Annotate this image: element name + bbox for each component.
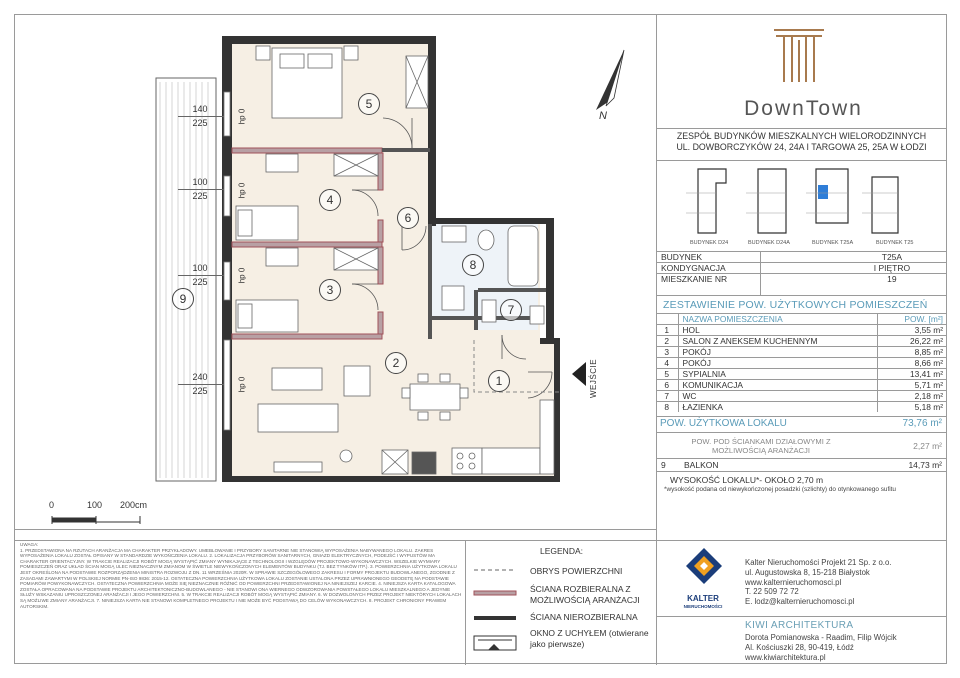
downtown-logo-icon (770, 26, 828, 84)
sill-height-label: hp 0 (237, 108, 247, 125)
kalter-phone: T. 22 509 72 72 (745, 587, 799, 597)
apartment-height-note: *wysokość podana od niewykończonej posadzki (szlichty) do otynkowanego sufitu (664, 486, 896, 493)
info-value: T25A (837, 252, 947, 263)
building-label: BUDYNEK D24 (690, 240, 729, 246)
room-name: ŁAZIENKA (678, 402, 877, 413)
info-label: KONDYGNACJA (656, 263, 837, 274)
project-title (656, 131, 947, 153)
window-dim-top: 100 (192, 177, 208, 187)
window-dim-top: 140 (192, 104, 208, 114)
room-number-6: 6 (397, 207, 419, 229)
selected-apartment-marker (818, 185, 828, 199)
info-row (656, 263, 947, 274)
room-area: 8,85 m² (877, 347, 947, 358)
room-name: HOL (678, 325, 877, 336)
sheet-divider-logo (656, 128, 947, 129)
balcony-number: 9 (661, 460, 666, 470)
total-area-label: POW. UŻYTKOWA LOKALU (660, 418, 787, 429)
apartment-info-table (656, 251, 947, 285)
notes-block (20, 542, 463, 609)
kalter-logo-icon (684, 546, 724, 592)
room-n: 8 (656, 402, 678, 413)
window-dim-bottom: 225 (192, 277, 208, 287)
table-row (656, 402, 947, 413)
room-area: 3,55 m² (877, 325, 947, 336)
room-n: 1 (656, 325, 678, 336)
room-number-7: 7 (500, 299, 522, 321)
room-number-4: 4 (319, 189, 341, 211)
north-label: N (599, 110, 607, 122)
sill-height-label: hp 0 (237, 376, 247, 393)
table-row (656, 391, 947, 402)
info-label: MIESZKANIE NR (656, 274, 837, 285)
summary-title: ZESTAWIENIE POW. UŻYTKOWYCH POMIESZCZEŃ (663, 299, 928, 311)
balcony-label: BALKON (684, 460, 719, 470)
kalter-contact (745, 558, 891, 607)
room-n: 2 (656, 336, 678, 347)
dim-line (178, 189, 224, 190)
room-name: SALON Z ANEKSEM KUCHENNYM (678, 336, 877, 347)
dim-line (178, 116, 224, 117)
room-name: POKÓJ (678, 347, 877, 358)
room-n: 5 (656, 369, 678, 380)
sheet-divider-title (656, 160, 947, 161)
notes-text: 1. PRZEDSTAWIONA NA RZUTACH ARANŻACJA MA CHARAKTER PRZYKŁADOWY. UMEBLOWANIE I PRZYBORY SANITARNE NIE STANOWIĄ WYPOSAŻENIA NABYWANEGO LOKALU. ZAKRES WYPOSAŻENIA LOKALU ZOSTAŁ OPISANY W STANDARDZIE WYKOŃCZENIA LOKALU. 2. LOKALIZACJA PRZYBORÓW SANITARNYCH, GNIAZD ELEKTRYCZNYCH, PODEJŚĆ I WYPUSTÓW MA CHARAKTER ORIENTACYJNY. W TRAKCIE REALIZACJI ROBÓT MOGĄ WYSTĄPIĆ ZMIANY WYNIKAJĄCE Z TECHNOLOGII I WZGLĘDÓW PROJEKTOWO-WYKONAWCZYCH. WSZELKIE WYMIARY POMIESZCZEŃ ORAZ UKŁAD ŚCIAN MOGĄ ULEC NIEZNACZNYM ZMIANOM W ŚWIETLE NIEWYKOŃCZONYCH ELEMENTÓW BUDYNKU (TJ. BEZ TYNKÓW ITP.). 3. POWIERZCHNIA UŻYTKOWA LOKALU JEST OKREŚLONA NA PODSTAWIE ROZPORZĄDZENIA MINISTRA ROZWOJU Z DN. 11 WRZEŚNIA 2020R. W SPRAWIE SZCZEGÓŁOWEGO ZAKRESU I FORMY PROJEKTU BUDOWLANEGO, ZGODNIE Z ZASADAMI ZAWARTYMI W POLSKIEJ NORMIE PN-ISO 9836: 2015-12. OSTATECZNA POWIERZCHNIA UŻYTKOWA LOKALU ZOSTANIE USTALONA PRZEZ UPRAWNIONEGO GEODETĘ NA PODSTAWIE POMIARÓW POWYKONAWCZYCH. OSTATECZNA POWIERZCHNIA MOŻE SIĘ NIEZNACZNIE RÓŻNIĆ OD POWIERZCHNI PRZEDSTAWIONEJ NA NINIEJSZEJ KARCIE. 4. NINIEJSZA KARTA KATALOGOWA ZOSTAŁA OPRACOWANA NA PODSTAWIE PROJEKTU ARCHITEKTONICZNO-BUDOWLANEGO - NIE STANOWI ONA WIERNEGO ODWZOROWANIA POWSTAŁEGO LOKALU MIESZKALNEGO A JEDYNIE SŁUŻY WSKAZANIU UPROSZCZONEJ ARANŻACJI I JEGO POWIERZCHNI. 5. W TRAKCIE REALIZACJI ROBÓT MOGĄ WYSTĄPIĆ ZMIANY. 6. W DOZWOLONYCH PRZEZ PROJEKT NIEKTÓRYCH LOKALACH SĄ MOŻLIWE ZMIANY ARANŻACJI. 7. NINIEJSZA KARTA NIE STANOWI KOMPLETNEGO PROJEKTU I NIE MOŻE BYĆ PODSTAWĄ DO CELÓW WYKONAWCZYCH. 8. PROJEKT CHRONIONY PRAWEM AUTORSKIM. (20, 547, 462, 609)
north-arrow (596, 50, 624, 110)
brand-name: DownTown (744, 97, 863, 120)
project-title-line2: UL. DOWBORCZYKÓW 24, 24A I TARGOWA 25, 25A W ŁODZI (676, 142, 927, 152)
rooms-table-header (656, 314, 947, 325)
room-area: 26,22 m² (877, 336, 947, 347)
window-dim-top: 100 (192, 263, 208, 273)
room-number-5: 5 (358, 93, 380, 115)
kiwi-line: Dorota Pomianowska - Raadim, Filip Wójcik (745, 633, 897, 642)
room-name: KOMUNIKACJA (678, 380, 877, 391)
entrance-label: WEJŚCIE (589, 358, 599, 399)
kiwi-website-link[interactable]: www.kiwiarchitektura.pl (745, 652, 826, 662)
notes-heading: UWAGA: (20, 542, 39, 547)
rooms-table (656, 313, 947, 412)
window-dim-bottom: 225 (192, 191, 208, 201)
room-area: 2,18 m² (877, 391, 947, 402)
kalter-name: KALTER (687, 594, 719, 603)
legend-outline-label: OBRYS POWIERZCHNI (530, 566, 623, 576)
table-row (656, 325, 947, 336)
table-row (656, 369, 947, 380)
total-divider (656, 416, 947, 417)
room-number-2: 2 (385, 352, 407, 374)
scale-label-200: 200cm (120, 500, 148, 510)
building-label: BUDYNEK D24A (748, 240, 790, 246)
room-n: 4 (656, 358, 678, 369)
dim-line (178, 384, 224, 385)
legend-symbols (466, 560, 526, 660)
sill-height-label: hp 0 (237, 182, 247, 199)
window-dim-top: 240 (192, 372, 208, 382)
room-area: 13,41 m² (877, 369, 947, 380)
sill-height-label: hp 0 (237, 267, 247, 284)
scale-label-0: 0 (49, 500, 55, 510)
info-value: 19 (837, 274, 947, 285)
entrance-arrow (572, 362, 586, 386)
kalter-line: Kalter Nieruchomości Projekt 21 Sp. z o.o. (745, 558, 892, 567)
info-label: BUDYNEK (656, 252, 837, 263)
scale-label-100: 100 (87, 500, 103, 510)
building-label: BUDYNEK T25 (876, 240, 914, 246)
info-row (656, 274, 947, 285)
window-dim-bottom: 225 (192, 118, 208, 128)
site-key-plan (676, 163, 926, 239)
room-n: 7 (656, 391, 678, 402)
room-name: WC (678, 391, 877, 402)
kalter-line: ul. Augustowska 8, 15-218 Białystok (745, 567, 870, 577)
info-row (656, 252, 947, 263)
kiwi-contact (745, 633, 897, 662)
legend-arrangeable-wall-label: ŚCIANA ROZBIERALNA Z MOŻLIWOŚCIĄ ARANŻACJI (530, 584, 640, 605)
kalter-email-link[interactable]: E. lodz@kalternieruchomosci.pl (745, 597, 855, 607)
info-column-divider (760, 251, 761, 295)
table-row (656, 336, 947, 347)
balcony-divider (656, 458, 947, 459)
project-title-line1: ZESPÓŁ BUDYNKÓW MIESZKALNYCH WIELORODZINNYCH (676, 131, 927, 141)
legend-window-label: OKNO Z UCHYŁEM (otwierane jako pierwsze) (530, 628, 649, 649)
total-area-value: 73,76 m² (902, 418, 942, 429)
sheet-divider-footer (656, 540, 947, 541)
apartment-height: WYSOKOŚĆ LOKALU*- OKOŁO 2,70 m (670, 475, 824, 485)
scale-bar (52, 516, 140, 524)
total-divider (656, 432, 947, 433)
kiwi-title: KIWI ARCHITEKTURA (745, 620, 854, 631)
balcony-value: 14,73 m² (908, 460, 942, 470)
footer-divider (656, 616, 947, 617)
room-n: 6 (656, 380, 678, 391)
room-area: 8,66 m² (877, 358, 947, 369)
kalter-website-link[interactable]: www.kalternieruchomosci.pl (745, 577, 842, 587)
table-row (656, 358, 947, 369)
room-number-8: 8 (462, 254, 484, 276)
room-area: 5,18 m² (877, 402, 947, 413)
room-number-9: 9 (172, 288, 194, 310)
balcony-divider (656, 471, 947, 472)
header-area: POW. [m²] (877, 314, 947, 325)
window-dim-bottom: 225 (192, 386, 208, 396)
legend-fixed-wall-label: ŚCIANA NIEROZBIERALNA (530, 612, 638, 622)
kiwi-line: Al. Kościuszki 28, 90-419, Łódź (745, 642, 854, 652)
building-label: BUDYNEK T25A (812, 240, 854, 246)
info-divider (656, 295, 947, 296)
sheet-divider-notes (14, 540, 656, 541)
under-walls-label: POW. POD ŚCIANKAMI DZIAŁOWYMI Z MOŻLIWOŚCIĄ ARANŻACJI (691, 437, 831, 455)
info-value: I PIĘTRO (837, 263, 947, 274)
legend-title: LEGENDA: (540, 546, 583, 556)
header-name: NAZWA POMIESZCZENIA (678, 314, 877, 325)
dim-line (178, 275, 224, 276)
room-number-1: 1 (488, 370, 510, 392)
table-row (656, 347, 947, 358)
header-number (656, 314, 678, 325)
room-number-3: 3 (319, 279, 341, 301)
table-row (656, 380, 947, 391)
kalter-subtitle: NIERUCHOMOŚCI (683, 604, 723, 609)
room-n: 3 (656, 347, 678, 358)
room-area: 5,71 m² (877, 380, 947, 391)
room-name: SYPIALNIA (678, 369, 877, 380)
room-name: POKÓJ (678, 358, 877, 369)
under-walls-value: 2,27 m² (913, 441, 942, 451)
